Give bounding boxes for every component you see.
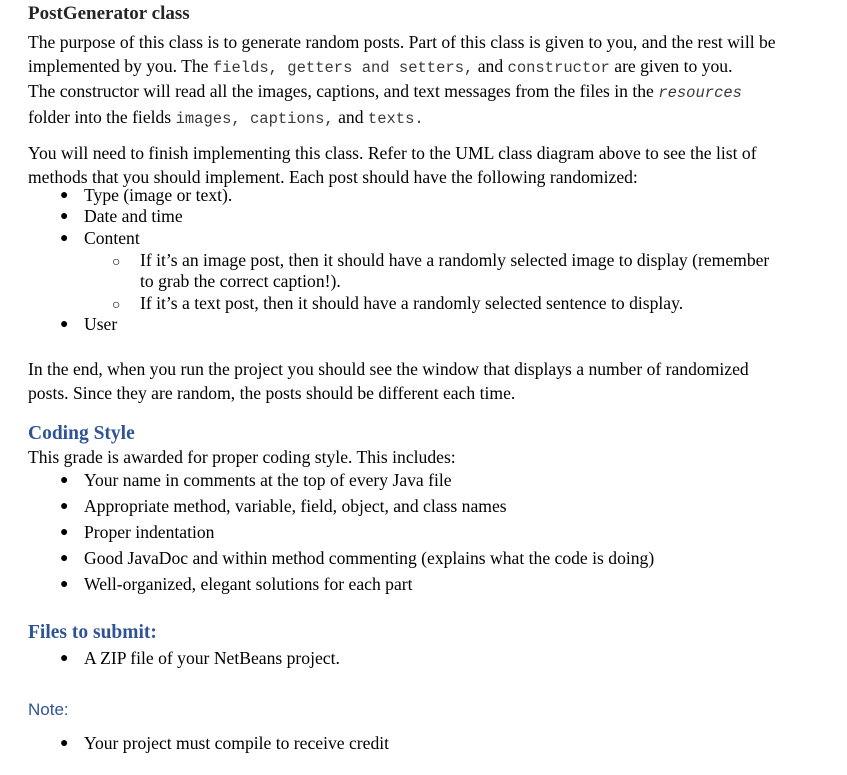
bullet-icon: ● xyxy=(60,209,69,224)
intro-paragraph xyxy=(28,31,776,131)
bullet-icon: ● xyxy=(60,577,69,592)
intro-line-1: The purpose of this class is to generate random posts. Part of this class is given to you, and the rest will be xyxy=(28,32,776,52)
circle-bullet-icon: ○ xyxy=(112,255,121,270)
intro-line-2: implemented by you. The fields, getters and setters, and constructor are given to you. xyxy=(28,55,733,77)
finish-paragraph xyxy=(28,142,757,189)
files-heading: Files to submit: xyxy=(28,622,157,643)
class-heading: PostGenerator class xyxy=(28,3,190,24)
bullet-icon: ● xyxy=(60,317,69,332)
intro-line-4: folder into the fields images, captions, and texts. xyxy=(28,106,424,128)
bullet-icon: ● xyxy=(60,736,69,751)
end-line-2: posts. Since they are random, the posts should be different each time. xyxy=(28,382,516,403)
circle-bullet-icon: ○ xyxy=(112,298,121,313)
coding-style-intro: This grade is awarded for proper coding style. This includes: xyxy=(28,447,456,467)
note-heading: Note: xyxy=(28,700,69,719)
bullet-icon: ● xyxy=(60,188,69,203)
bullet-icon: ● xyxy=(60,231,69,246)
end-paragraph xyxy=(28,358,749,405)
coding-style-heading: Coding Style xyxy=(28,423,135,444)
bullet-icon: ● xyxy=(60,651,69,666)
finish-line-1: You will need to finish implementing this class. Refer to the UML class diagram above to see the list of xyxy=(28,143,757,163)
bullet-icon: ● xyxy=(60,499,69,514)
intro-line-3: The constructor will read all the images, captions, and text messages from the files in the resources xyxy=(28,81,742,102)
bullet-icon: ● xyxy=(60,525,69,540)
end-line-1: In the end, when you run the project you should see the window that displays a number of randomized xyxy=(28,359,749,379)
bullet-icon: ● xyxy=(60,473,69,488)
finish-line-2: methods that you should implement. Each post should have the following randomized: xyxy=(28,166,638,187)
bullet-icon: ● xyxy=(60,551,69,566)
